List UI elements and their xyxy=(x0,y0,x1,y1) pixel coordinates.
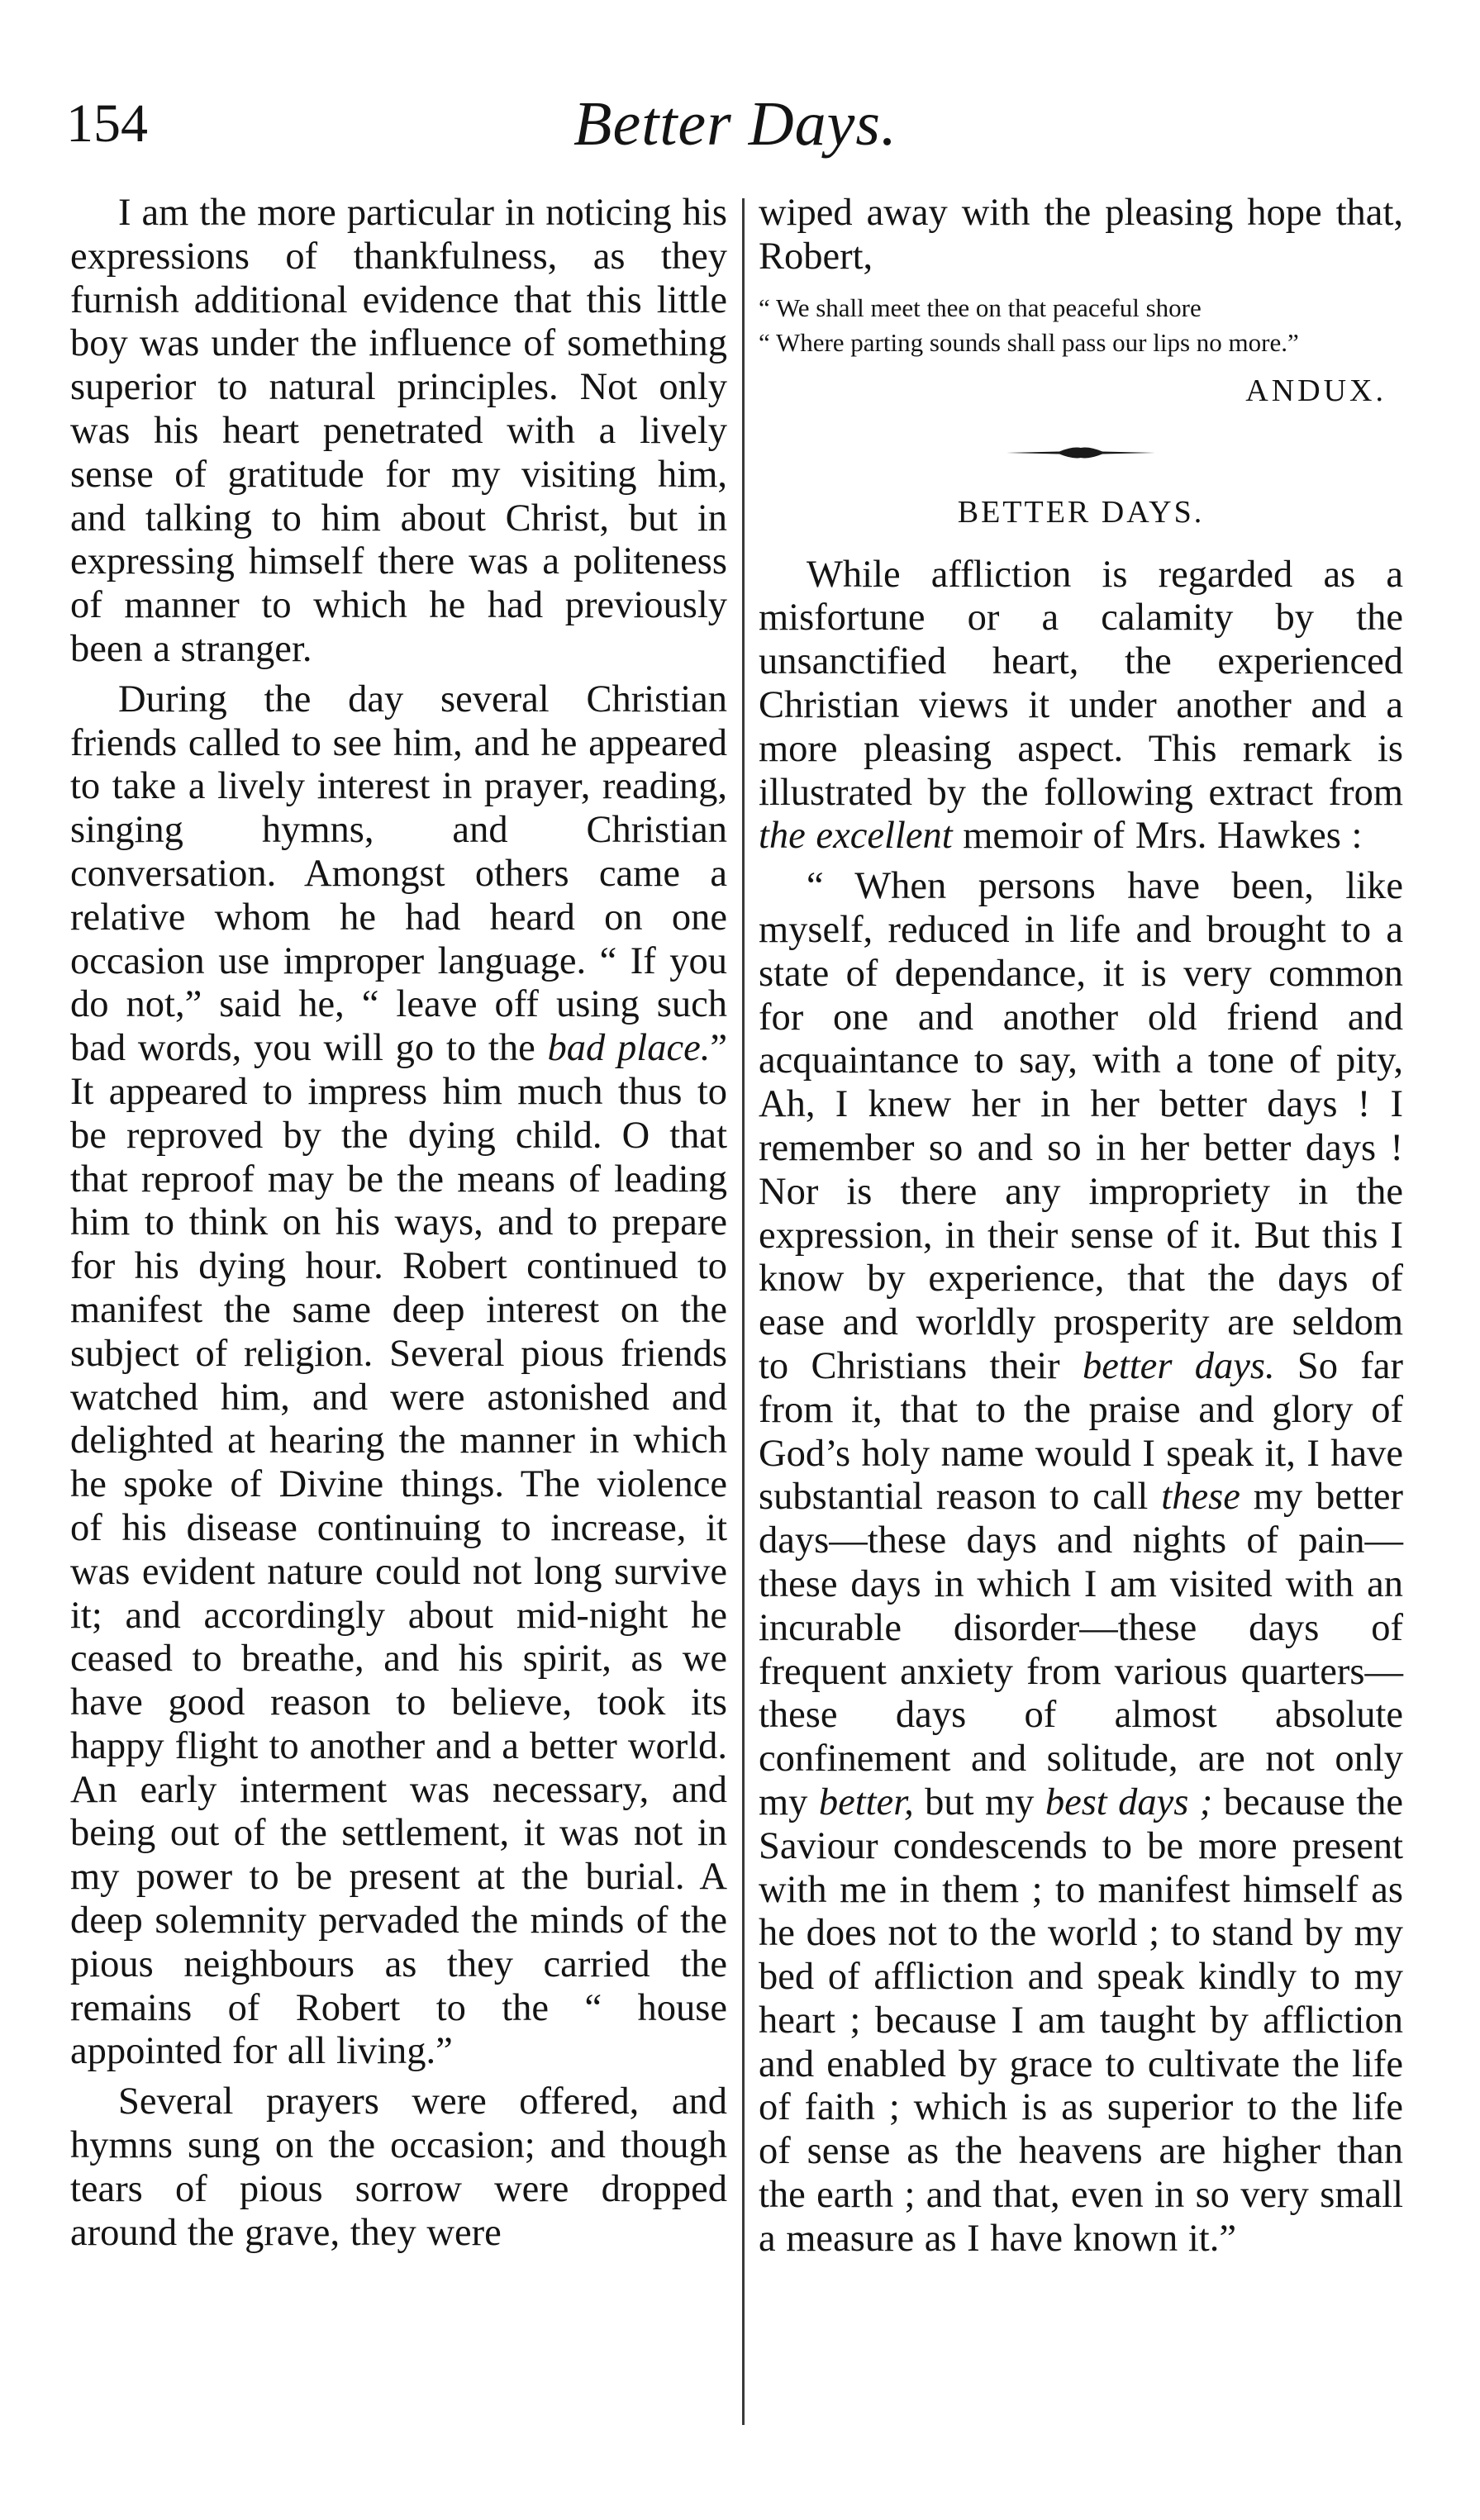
paragraph-thankfulness: I am the more particular in noticing his expressions of thankfulness, as they furnish additional evidence that this little boy was under the influence of something superior to natural principles. Not only was his heart penetrated with a lively sense of gratitude for my visiting him, and talking to him about Christ, but in expressing himself there was a politeness of manner to which he had previously been a stranger. xyxy=(70,192,727,670)
page-number: 154 xyxy=(66,93,148,154)
paragraph-christian-friends xyxy=(70,678,727,2075)
emphasis-these: these xyxy=(1161,1476,1240,1519)
paragraph-text: So far from it, that to the praise and glory of God’s holy name would I speak it, I have substantial reason to call xyxy=(759,1344,1403,1519)
emphasis-best-days: best days ; xyxy=(1045,1781,1213,1823)
paragraph-text: my better days—these days and nights of pain—these days in which I am visited with an incurable disorder—these days of frequent anxiety from various quarters—these days of almost absolute confinement and solitude, are not only my xyxy=(759,1476,1403,1823)
paragraph-prayers: Several prayers were offered, and hymns sung on the occasion; and though tears of pious sorrow were dropped around the grave, they were xyxy=(70,2080,727,2254)
paragraph-text: “ When persons have been, like myself, reduced in life and brought to a state of dependance, it is very common for one and another old friend and acquaintance to say, with a tone of pity, Ah, I knew her in her better days ! I remember so and so in her better days ! Nor is there any impropriety in the expression, in their sense of it. But this I know by experience, that the days of ease and worldly prosperity are seldom to Christians their xyxy=(759,865,1403,1387)
paragraph-hawkes-quote xyxy=(759,865,1403,2261)
right-column xyxy=(759,192,1403,2261)
paragraph-text: memoir of Mrs. Hawkes : xyxy=(952,815,1363,858)
emphasis-excellent: the excellent xyxy=(759,815,953,858)
paragraph-continuation: wiped away with the pleasing hope that, Robert, xyxy=(759,192,1403,278)
paragraph-text: During the day several Christian friends called to see him, and he appeared to take a lively interest in prayer, reading, singing hymns, and Christian conversation. Amongst others came a relative whom he had heard on one occasion use improper language. “ If you do not,” said he, “ leave off using such bad words, you will go to the xyxy=(70,678,727,1070)
section-heading: BETTER DAYS. xyxy=(957,494,1205,530)
paragraph-text: because the Saviour condescends to be more present with me in them ; to manifest himself as he does not to the world ; to stand by my bed of affliction and speak kindly to my heart ; because I am taught by affliction and enabled by grace to cultivate the life of faith ; which is as superior to the life of sense as the heavens are higher than the earth ; and that, even in so very small a measure as I have known it.” xyxy=(759,1781,1404,2260)
page-header xyxy=(66,78,1405,169)
verse-line: “ We shall meet thee on that peaceful shore xyxy=(759,292,1202,322)
emphasis-better-days: better days. xyxy=(1082,1344,1275,1387)
emphasis-bad-place: bad place. xyxy=(547,1027,711,1070)
paragraph-text: but my xyxy=(913,1781,1045,1823)
verse-author: ANDUX. xyxy=(1245,373,1387,408)
verse-line: “ Where parting sounds shall pass our lips no more.” xyxy=(759,327,1299,357)
paragraph-affliction-intro xyxy=(759,554,1403,859)
paragraph-text: ” It appeared to impress him much thus to be reproved by the dying child. O that that reproof may be the means of leading him to think on his ways, and to prepare for his dying hour. Robert continued to manifest the same deep interest on the subject of religion. Several pious friends watched him, and were astonished and delighted at hearing the manner in which he spoke of Divine things. The violence of his disease continuing to increase, it was evident nature could not long survive it; and accordingly about mid-night he ceased to breathe, and his spirit, as we have good reason to believe, took its happy flight to another and a better world. An early interment was necessary, and being out of the settlement, it was not in my power to be present at the burial. A deep solemnity pervaded the minds of the pious neighbours as they carried the remains of Robert to the “ house appointed for all living.” xyxy=(70,1027,727,2073)
column-divider xyxy=(742,198,745,2425)
running-title: Better Days. xyxy=(573,89,897,159)
left-column xyxy=(70,192,727,2255)
emphasis-better: better, xyxy=(818,1781,914,1823)
section-divider-ornament xyxy=(1006,443,1155,463)
verse-quotation xyxy=(759,291,1403,360)
paragraph-text: While affliction is regarded as a misfortune or a calamity by the unsanctified heart, the experienced Christian views it under another and a more pleasing aspect. This remark is illustrated by the following extract from xyxy=(759,553,1403,814)
